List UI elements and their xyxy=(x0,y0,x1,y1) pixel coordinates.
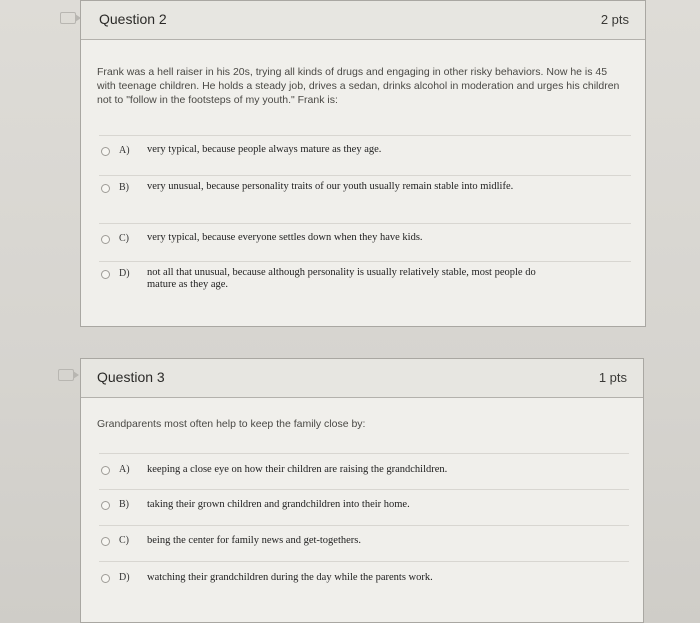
flag-question-3-icon[interactable] xyxy=(58,369,74,381)
option-text: being the center for family news and get-togethers. xyxy=(147,535,362,546)
option-text: taking their grown children and grandchildren into their home. xyxy=(147,499,410,510)
option-text: not all that unusual, because although personality is usually relatively stable, most people do mature as they age. xyxy=(147,267,536,290)
radio-button-d[interactable] xyxy=(101,574,110,583)
option-letter: D) xyxy=(119,268,130,279)
question-2-text: Frank was a hell raiser in his 20s, trying all kinds of drugs and engaging in other risky behaviors. Now he is 45 with teenage children. He holds a steady job, drives a sedan, drinks alcohol in moderation and urges his children not to "follow in the footsteps of my youth." Frank is: xyxy=(97,66,620,106)
radio-button-c[interactable] xyxy=(101,235,110,244)
option-letter: B) xyxy=(119,182,129,193)
radio-button-a[interactable] xyxy=(101,147,110,156)
option-text: very unusual, because personality traits of our youth usually remain stable into midlife. xyxy=(147,181,514,192)
radio-button-c[interactable] xyxy=(101,537,110,546)
radio-button-b[interactable] xyxy=(101,184,110,193)
option-letter: A) xyxy=(119,145,130,156)
radio-button-b[interactable] xyxy=(101,501,110,510)
question-3-text: Grandparents most often help to keep the family close by: xyxy=(97,418,366,430)
option-letter: C) xyxy=(119,233,129,244)
question-2-option-a[interactable] xyxy=(99,135,631,176)
question-3-points: 1 pts xyxy=(598,370,627,385)
question-3-header xyxy=(81,359,643,398)
option-letter: D) xyxy=(119,572,130,583)
option-text: very typical, because people always mature as they age. xyxy=(147,144,382,155)
option-letter: C) xyxy=(119,535,129,546)
question-3-option-a[interactable] xyxy=(99,453,629,490)
question-2-title: Question 2 xyxy=(99,11,167,27)
question-2-points: 2 pts xyxy=(600,12,629,27)
question-2-card xyxy=(80,0,646,327)
question-2-option-b[interactable] xyxy=(99,175,631,224)
question-2-option-d[interactable] xyxy=(99,261,631,302)
question-3-title: Question 3 xyxy=(97,369,165,385)
radio-button-a[interactable] xyxy=(101,466,110,475)
question-2-option-c[interactable] xyxy=(99,223,631,262)
question-3-option-d[interactable] xyxy=(99,561,629,598)
question-3-card xyxy=(80,358,644,623)
option-letter: A) xyxy=(119,464,130,475)
flag-question-2-icon[interactable] xyxy=(60,12,76,24)
question-3-option-c[interactable] xyxy=(99,525,629,562)
option-text: very typical, because everyone settles down when they have kids. xyxy=(147,232,423,243)
radio-button-d[interactable] xyxy=(101,270,110,279)
question-3-option-b[interactable] xyxy=(99,489,629,526)
option-letter: B) xyxy=(119,499,129,510)
option-text: watching their grandchildren during the day while the parents work. xyxy=(147,572,433,583)
question-2-header xyxy=(81,1,645,40)
option-text: keeping a close eye on how their children are raising the grandchildren. xyxy=(147,464,448,475)
